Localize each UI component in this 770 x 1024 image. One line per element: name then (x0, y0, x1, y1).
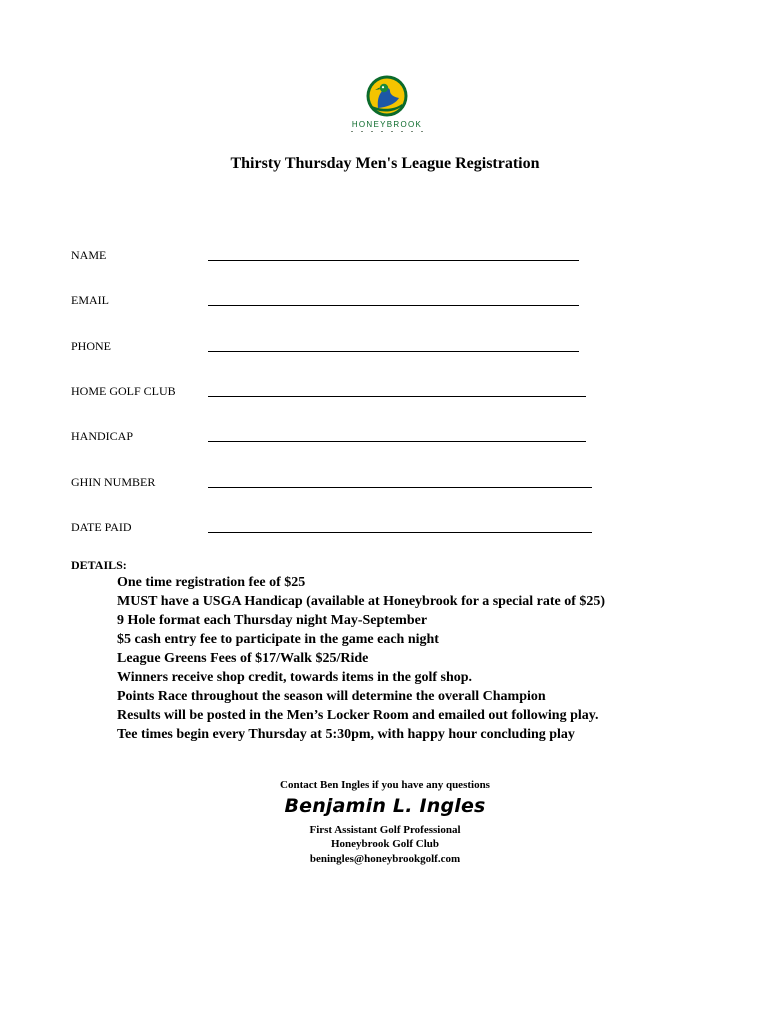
email-blank-line[interactable] (208, 305, 579, 306)
date-paid-blank-line[interactable] (208, 532, 592, 533)
honeybrook-emblem-icon (363, 74, 411, 118)
ghin-number-label: GHIN NUMBER (71, 475, 156, 489)
details-item: One time registration fee of $25 (117, 575, 306, 590)
date-paid-label: DATE PAID (71, 520, 132, 534)
details-item: Results will be posted in the Men’s Locker Room and emailed out following play. (117, 708, 599, 723)
contact-intro: Contact Ben Ingles if you have any questions (280, 779, 490, 791)
name-label: NAME (71, 248, 107, 262)
details-item: Points Race throughout the season will determine the overall Champion (117, 689, 546, 704)
details-item: Winners receive shop credit, towards items in the golf shop. (117, 670, 473, 685)
logo-tagline-dots (351, 131, 423, 132)
logo-wordmark: HONEYBROOK (351, 120, 423, 129)
signature-name: Benjamin L. Ingles (284, 795, 486, 817)
handicap-blank-line[interactable] (208, 441, 586, 442)
name-blank-line[interactable] (208, 260, 579, 261)
details-item: League Greens Fees of $17/Walk $25/Ride (117, 651, 369, 666)
signature-club: Honeybrook Golf Club (331, 838, 439, 850)
signature-email[interactable]: beningles@honeybrookgolf.com (309, 853, 461, 865)
phone-blank-line[interactable] (208, 351, 579, 352)
home-golf-club-blank-line[interactable] (208, 396, 586, 397)
handicap-label: HANDICAP (71, 429, 134, 443)
details-item: Tee times begin every Thursday at 5:30pm, with happy hour concluding play (117, 727, 575, 742)
details-list (117, 573, 605, 744)
email-label: EMAIL (71, 293, 109, 307)
signature-title: First Assistant Golf Professional (309, 824, 461, 836)
page-title: Thirsty Thursday Men's League Registration (230, 155, 540, 172)
details-item: 9 Hole format each Thursday night May-September (117, 613, 428, 628)
details-item: $5 cash entry fee to participate in the game each night (117, 632, 439, 647)
details-item: MUST have a USGA Handicap (available at Honeybrook for a special rate of $25) (117, 594, 606, 609)
phone-label: PHONE (71, 339, 112, 353)
ghin-number-blank-line[interactable] (208, 487, 592, 488)
honeybrook-logo (345, 74, 429, 136)
details-heading: DETAILS: (71, 558, 127, 572)
home-golf-club-label: HOME GOLF CLUB (71, 384, 176, 398)
